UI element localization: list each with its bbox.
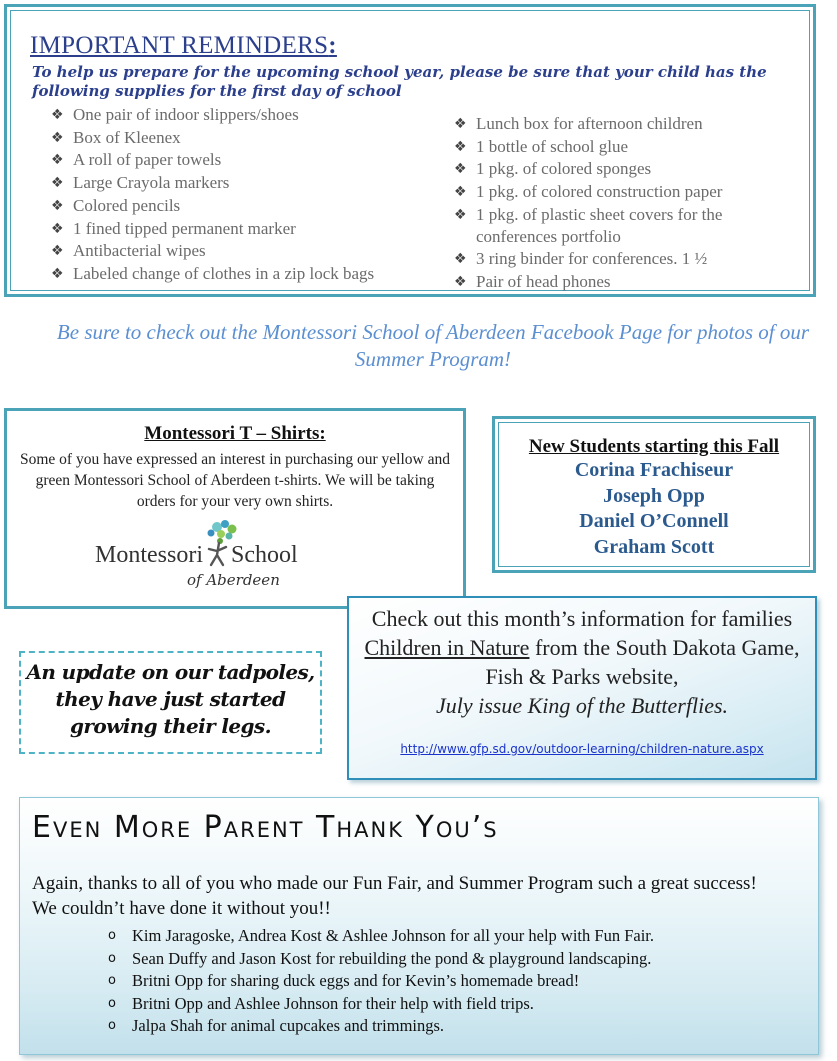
- diamond-bullet-icon: ❖: [454, 161, 467, 178]
- supply-item: ❖ Lunch box for afternoon children: [454, 113, 776, 136]
- logo-tagline: of Aberdeen: [187, 571, 280, 589]
- parent-thanks-box: [19, 797, 819, 1055]
- diamond-bullet-icon: ❖: [51, 197, 64, 214]
- diamond-bullet-icon: ❖: [454, 206, 467, 223]
- thanks-item: o Sean Duffy and Jason Kost for rebuilding the pond & playground landscaping.: [108, 948, 654, 971]
- gfp-website-link[interactable]: http://www.gfp.sd.gov/outdoor-learning/children-nature.aspx: [400, 742, 764, 756]
- supply-item: ❖ 1 pkg. of plastic sheet covers for the conferences portfolio: [454, 204, 723, 246]
- supply-item: ❖ Antibacterial wipes: [51, 240, 374, 263]
- facebook-page-note: Be sure to check out the Montessori School of Aberdeen Facebook Page for photos of our Summer Program!: [56, 320, 810, 371]
- student-name: Graham Scott: [593, 535, 715, 558]
- diamond-bullet-icon: ❖: [51, 107, 64, 123]
- diamond-bullet-icon: ❖: [51, 129, 64, 146]
- important-reminders-box: [4, 4, 816, 297]
- tadpole-update-box: [19, 651, 322, 754]
- supply-item: ❖ 1 pkg. of colored sponges: [454, 158, 776, 181]
- supply-item: ❖ Pair of head phones: [454, 271, 776, 294]
- diamond-bullet-icon: ❖: [51, 152, 64, 169]
- supply-item: ❖ 1 bottle of school glue: [454, 136, 776, 159]
- diamond-bullet-icon: ❖: [454, 138, 467, 155]
- circle-bullet-icon: o: [108, 995, 116, 1011]
- student-name: Corina Frachiseur: [574, 459, 734, 481]
- logo-word-school: School: [231, 542, 298, 568]
- supplies-list-right: [454, 113, 776, 293]
- thanks-title: Even More Parent Thank You’s: [32, 810, 499, 845]
- tshirts-title: Montessori T – Shirts:: [144, 423, 326, 444]
- supply-item: ❖ One pair of indoor slippers/shoes: [51, 104, 374, 127]
- supply-item: ❖ 1 pkg. of colored construction paper: [454, 181, 776, 204]
- circle-bullet-icon: o: [108, 1018, 116, 1034]
- tshirts-box: [4, 408, 466, 609]
- logo-word-montessori: Montessori: [95, 542, 203, 568]
- diamond-bullet-icon: ❖: [454, 184, 467, 201]
- supply-item: ❖ Box of Kleenex: [51, 127, 374, 150]
- circle-bullet-icon: o: [108, 928, 116, 943]
- circle-bullet-icon: o: [108, 973, 116, 989]
- supply-item: ❖ 1 fined tipped permanent marker: [51, 218, 374, 241]
- supply-item: ❖ 3 ring binder for conferences. 1 ½: [454, 248, 776, 271]
- thanks-item: o Britni Opp for sharing duck eggs and for Kevin’s homemade bread!: [108, 970, 654, 993]
- circle-bullet-icon: o: [108, 950, 116, 966]
- supply-item: ❖ Colored pencils: [51, 195, 374, 218]
- new-students-title: New Students starting this Fall: [528, 436, 780, 457]
- thanks-list: [108, 925, 654, 1038]
- supply-item: ❖ Labeled change of clothes in a zip lock bags: [51, 263, 374, 286]
- nature-issue-text: July issue King of the Butterflies.: [435, 693, 729, 718]
- thanks-body: Again, thanks to all of you who made our Fun Fair, and Summer Program such a great success! We couldn’t have done it without you!!: [32, 873, 757, 919]
- diamond-bullet-icon: ❖: [454, 273, 467, 290]
- student-name: Daniel O’Connell: [579, 510, 729, 532]
- nature-info-text: Check out this month’s information for families Children in Nature from the South Dakota Game, Fish & Parks website, July issue King of the Butterflies.: [364, 606, 800, 718]
- diamond-bullet-icon: ❖: [51, 265, 64, 282]
- supply-item: ❖ A roll of paper towels: [51, 149, 374, 172]
- diamond-bullet-icon: ❖: [51, 220, 64, 237]
- diamond-bullet-icon: ❖: [454, 116, 467, 132]
- reminders-title: IMPORTANT REMINDERS:: [30, 32, 337, 59]
- children-in-nature-box: [347, 596, 817, 780]
- supplies-list-left: [51, 104, 374, 286]
- thanks-item: o Britni Opp and Ashlee Johnson for their help with field trips.: [108, 993, 654, 1016]
- children-in-nature-title: Children in Nature: [364, 635, 530, 660]
- thanks-item: o Jalpa Shah for animal cupcakes and trimmings.: [108, 1015, 654, 1038]
- reminders-intro: To help us prepare for the upcoming school year, please be sure that your child has the following supplies for the first day of school: [32, 63, 767, 100]
- tadpole-update-text: An update on our tadpoles, they have just started growing their legs.: [26, 660, 315, 738]
- new-students-box: [492, 416, 816, 573]
- diamond-bullet-icon: ❖: [51, 175, 64, 192]
- thanks-item: o Kim Jaragoske, Andrea Kost & Ashlee Johnson for all your help with Fun Fair.: [108, 925, 654, 948]
- diamond-bullet-icon: ❖: [454, 250, 467, 267]
- student-name: Joseph Opp: [603, 484, 705, 507]
- tshirts-body: Some of you have expressed an interest in purchasing our yellow and green Montessori School of Aberdeen t-shirts. We will be taking orders for your very own shirts.: [19, 451, 450, 510]
- supply-item: ❖ Large Crayola markers: [51, 172, 374, 195]
- montessori-school-logo: [95, 519, 325, 599]
- diamond-bullet-icon: ❖: [51, 243, 64, 260]
